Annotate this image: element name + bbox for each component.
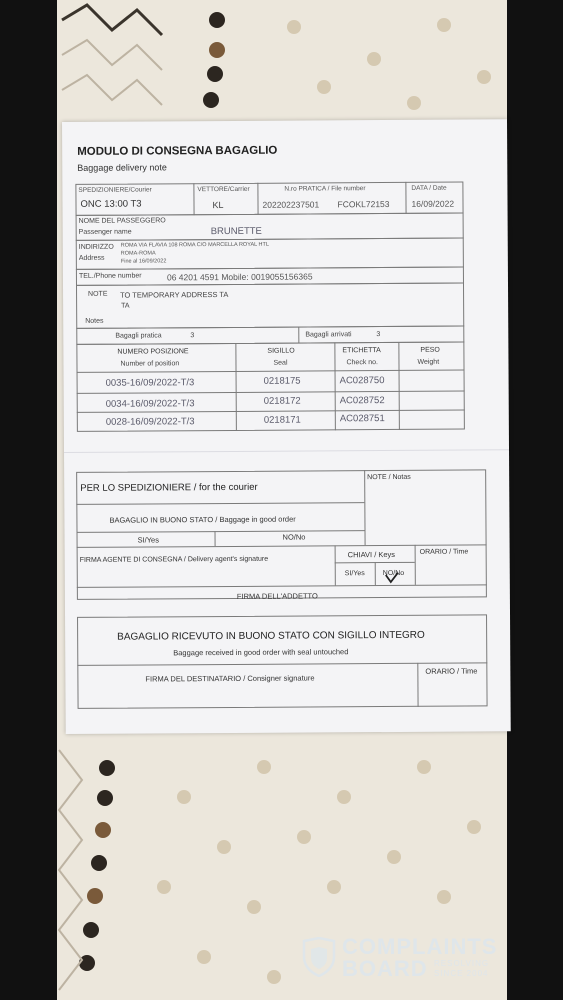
- fabric-dot: [437, 18, 451, 32]
- complaints-board-watermark: [300, 934, 515, 984]
- keys-label: CHIAVI / Keys: [347, 549, 396, 560]
- fabric-dot: [327, 880, 341, 894]
- keys-yes[interactable]: SI/Yes: [344, 570, 365, 578]
- fabric-dot: [203, 92, 219, 108]
- fabric-dot: [217, 840, 231, 854]
- consignee-signature-label: FIRMA DEL DESTINATARIO / Consigner signature: [145, 673, 315, 684]
- col-seal-header: SIGILLO: [267, 347, 295, 355]
- col-weight-header-en: Weight: [417, 358, 440, 366]
- checkmark-icon: [385, 572, 399, 584]
- received-title: BAGAGLIO RICEVUTO IN BUONO STATO CON SIGILLO INTEGRO: [117, 629, 425, 643]
- notes-label-en: Notes: [85, 317, 104, 325]
- col-position-header: NUMERO POSIZIONE: [117, 348, 189, 356]
- paper-fold: [64, 449, 509, 453]
- fabric-dot: [209, 42, 225, 58]
- row-check: AC028750: [339, 375, 385, 387]
- col-position-header-en: Number of position: [120, 360, 180, 368]
- fabric-dot: [207, 66, 223, 82]
- file-code-value: FCOKL72153: [337, 199, 390, 210]
- keys-time-label: ORARIO / Time: [419, 548, 469, 556]
- notes-line-2: TA: [121, 302, 130, 310]
- row-seal: 0218175: [263, 375, 301, 387]
- fabric-dot: [209, 12, 225, 28]
- passenger-name: BRUNETTE: [210, 225, 262, 238]
- phone-label: TEL./Phone number: [78, 272, 142, 280]
- fabric-dot: [297, 830, 311, 844]
- bags-file-value: 3: [190, 332, 195, 340]
- col-check-header: ETICHETTA: [342, 347, 381, 355]
- fabric-dot: [367, 52, 381, 66]
- received-subtitle: Baggage received in good order with seal untouched: [173, 647, 349, 658]
- fabric-dot: [177, 790, 191, 804]
- file-number-value: 202202237501: [262, 199, 320, 210]
- phone-value: 06 4201 4591 Mobile: 0019055156365: [166, 271, 313, 283]
- received-section: [77, 614, 488, 709]
- fabric-dot: [317, 80, 331, 94]
- fabric-dot: [477, 70, 491, 84]
- bags-file-label: Bagagli pratica: [115, 332, 162, 340]
- courier-notes-label: NOTE / Notas: [367, 473, 411, 482]
- row-position: 0028-16/09/2022-T/3: [105, 416, 195, 428]
- watermark-tag-1: RESOLVING: [434, 959, 490, 968]
- address-line-2: ROMA-ROMA: [120, 250, 156, 257]
- fabric-dot: [267, 970, 281, 984]
- staff-signature-label: FIRMA DELL'ADDETTO: [236, 591, 318, 601]
- notes-row: [76, 283, 464, 329]
- fabric-zigzag: [57, 740, 117, 1000]
- watermark-line-1: COMPLAINTS: [342, 934, 498, 959]
- good-order-label: BAGAGLIO IN BUONO STATO / Baggage in good order: [109, 514, 296, 525]
- passenger-label: NOME DEL PASSEGGERO: [78, 217, 166, 225]
- row-check: AC028752: [339, 395, 385, 407]
- fabric-dot: [257, 760, 271, 774]
- fabric-dot: [437, 890, 451, 904]
- date-value: 16/09/2022: [411, 198, 455, 209]
- passenger-label-en: Passenger name: [78, 228, 132, 236]
- fabric-dot: [337, 790, 351, 804]
- agent-signature-label: FIRMA AGENTE DI CONSEGNA / Delivery agent's signature: [79, 555, 269, 564]
- address-line-1: ROMA VIA FLAVIA 108 ROMA C/O MARCELLA ROYAL HTL: [120, 241, 269, 249]
- watermark-tag-2: SINCE 2004: [434, 969, 489, 978]
- notes-label: NOTE: [88, 290, 108, 298]
- address-line-3: Fine al 16/09/2022: [120, 258, 167, 265]
- received-time-label: ORARIO / Time: [425, 666, 478, 676]
- row-seal: 0218172: [263, 395, 301, 407]
- carrier-label: VETTORE/Carrier: [197, 185, 250, 194]
- fabric-dot: [197, 950, 211, 964]
- fabric-dot: [287, 20, 301, 34]
- courier-value: ONC 13:00 T3: [80, 198, 142, 210]
- bags-arrived-value: 3: [376, 331, 381, 339]
- good-order-no[interactable]: NO/No: [282, 532, 306, 542]
- keys-no[interactable]: NO/No: [382, 569, 405, 578]
- form-title: MODULO DI CONSEGNA BAGAGLIO: [77, 144, 278, 158]
- courier-header: PER LO SPEDIZIONIERE / for the courier: [80, 481, 258, 494]
- fabric-dot: [407, 96, 421, 110]
- fabric-dot: [157, 880, 171, 894]
- good-order-yes[interactable]: SI/Yes: [137, 535, 159, 545]
- fabric-dot: [247, 900, 261, 914]
- address-label: INDIRIZZO: [78, 243, 114, 251]
- fabric-dot: [417, 760, 431, 774]
- notes-line-1: TO TEMPORARY ADDRESS TA: [120, 289, 229, 300]
- row-position: 0035-16/09/2022-T/3: [105, 377, 195, 389]
- row-check: AC028751: [339, 413, 385, 425]
- watermark-line-2: BOARD: [342, 956, 428, 981]
- file-number-label: N.ro PRATICA / File number: [284, 185, 366, 193]
- col-seal-header-en: Seal: [273, 359, 288, 367]
- fabric-dot: [467, 820, 481, 834]
- fabric-zigzag: [57, 0, 177, 120]
- date-label: DATA / Date: [411, 184, 447, 192]
- row-seal: 0218171: [263, 414, 301, 426]
- courier-label: SPEDIZIONIERE/Courier: [78, 186, 152, 194]
- carrier-value: KL: [212, 200, 224, 211]
- fabric-dot: [387, 850, 401, 864]
- shield-icon: [302, 937, 336, 977]
- bags-arrived-label: Bagagli arrivati: [305, 331, 352, 339]
- col-check-header-en: Check no.: [346, 359, 379, 367]
- col-weight-header: PESO: [420, 346, 440, 354]
- baggage-delivery-note: [62, 119, 511, 734]
- row-position: 0034-16/09/2022-T/3: [105, 398, 195, 410]
- form-subtitle: Baggage delivery note: [77, 162, 167, 173]
- address-label-en: Address: [78, 254, 105, 262]
